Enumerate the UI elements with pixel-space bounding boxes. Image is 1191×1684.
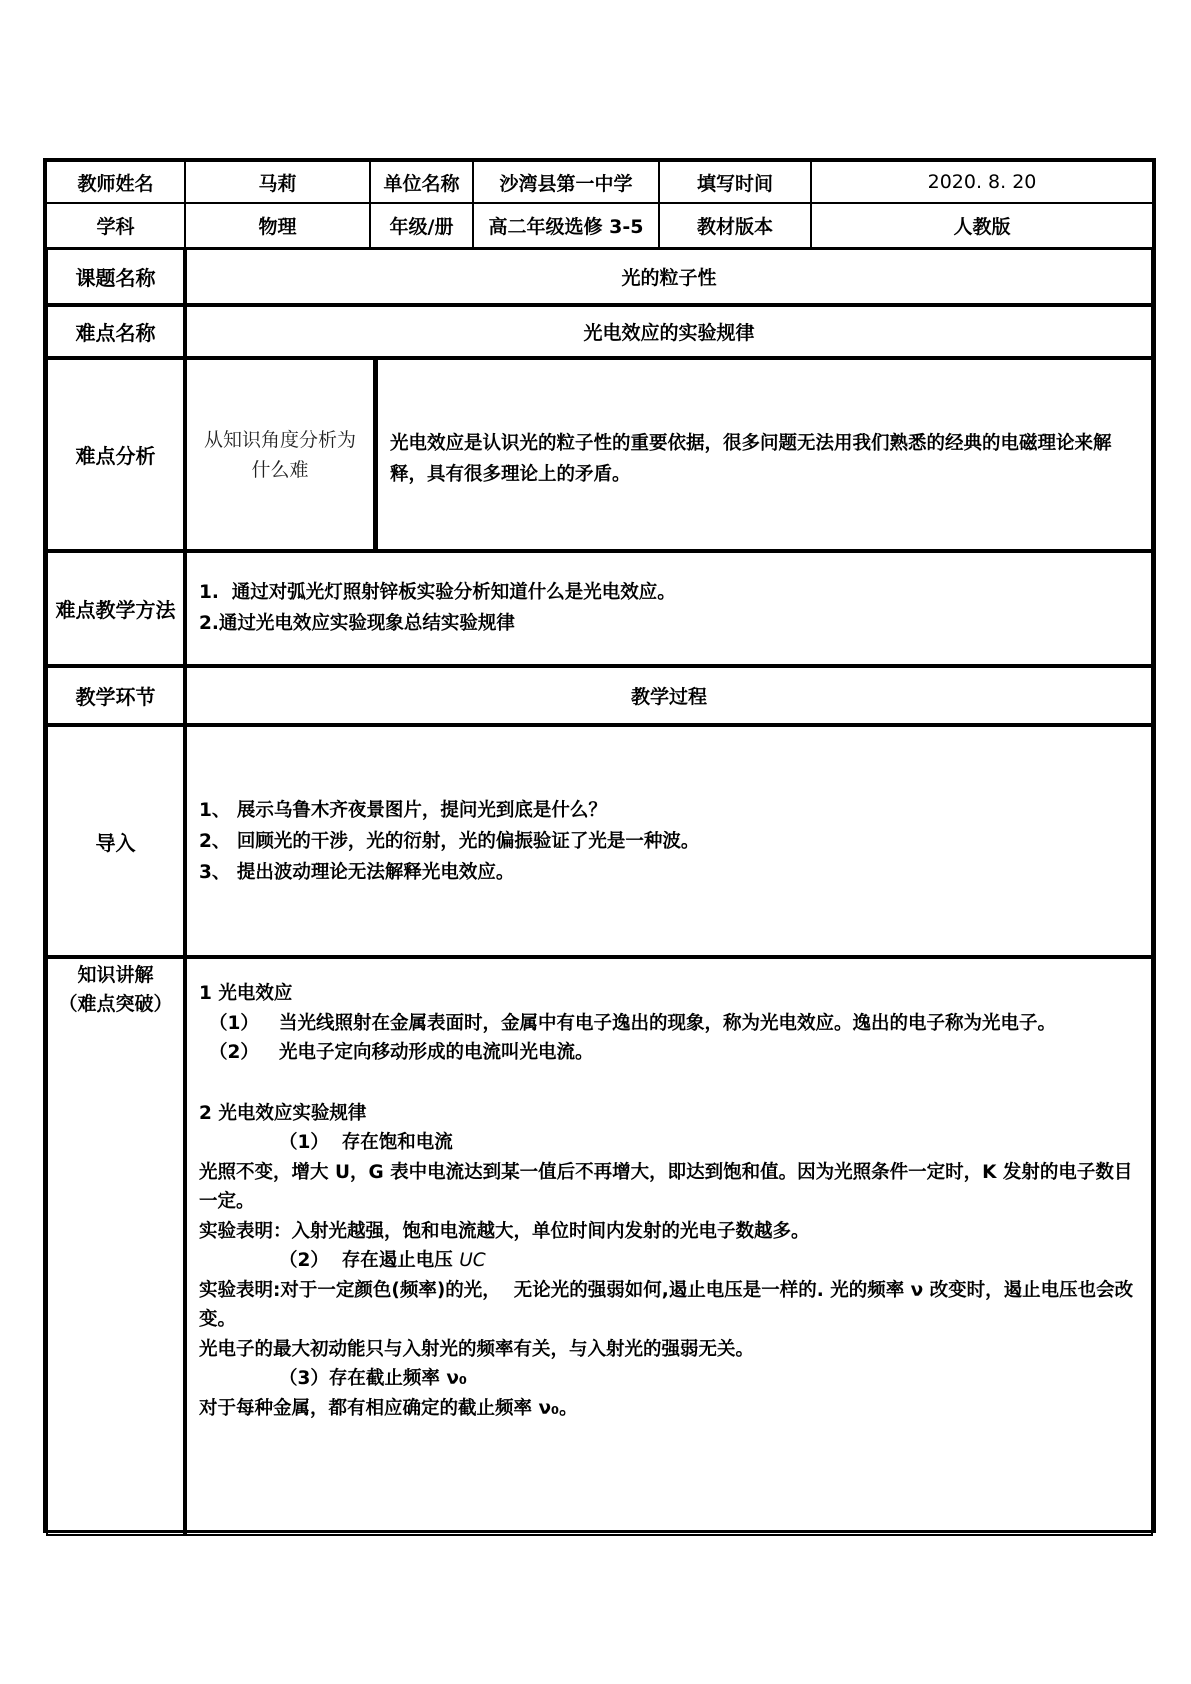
method-content-cell [185,551,1153,666]
section-2-subheading-2-text: （2） 存在遏止电压 [279,1250,460,1271]
topic-value: 光的粒子性 [185,248,1153,305]
fill-date-value: 2020. 8. 20 [811,161,1153,203]
difficulty-label: 难点名称 [46,305,185,358]
spacer [199,1068,1139,1099]
section-1-item-1-number: （1） [209,1012,259,1034]
analysis-label: 难点分析 [46,358,185,551]
edition-value: 人教版 [811,203,1153,248]
unit-name-value: 沙湾县第一中学 [473,161,659,203]
process-header-label: 教学过程 [185,666,1153,725]
section-2-subheading-2 [199,1246,1139,1276]
grade-value: 高二年级选修 3-5 [473,203,659,248]
stopping-voltage-symbol: UC [459,1250,486,1271]
section-2-paragraph-5: 对于每种金属，都有相应确定的截止频率 ν₀。 [199,1397,578,1419]
teacher-name-value: 马莉 [185,161,370,203]
topic-label: 课题名称 [46,248,185,305]
lesson-plan-page [43,158,1156,1533]
subject-label: 学科 [46,203,185,248]
section-2-paragraph-3: 实验表明:对于一定颜色(频率)的光， 无论光的强弱如何,遏止电压是一样的. 光的频率 ν 改变时，遏止电压也会改变。 [199,1279,1134,1330]
stage-header-label: 教学环节 [46,666,185,725]
section-1-item-1-text: 当光线照射在金属表面时，金属中有电子逸出的现象，称为光电效应。逸出的电子称为光电子。 [279,1012,1057,1034]
section-1-item-2-text: 光电子定向移动形成的电流叫光电流。 [279,1042,594,1063]
teacher-name-label: 教师姓名 [46,161,185,203]
section-2-paragraph-4: 光电子的最大初动能只与入射光的频率有关，与入射光的强弱无关。 [199,1338,755,1360]
section-2-paragraph-1: 光照不变，增大 U，G 表中电流达到某一值后不再增大，即达到饱和值。因为光照条件一定时，K 发射的电子数目一定。 [199,1161,1133,1212]
section-2-title: 2 光电效应实验规律 [199,1102,367,1124]
knowledge-label [46,957,185,1536]
fill-date-label: 填写时间 [659,161,811,203]
section-1-title: 1 光电效应 [199,983,293,1004]
knowledge-label-line1: 知识讲解 [77,964,154,986]
difficulty-value: 光电效应的实验规律 [185,305,1153,358]
method-item: 1. 通过对弧光灯照射锌板实验分析知道什么是光电效应。 [199,582,676,603]
intro-item: 2、 回顾光的干涉，光的衍射，光的偏振验证了光是一种波。 [199,831,700,852]
method-list [187,553,1151,639]
section-1-item-1 [199,1009,1139,1039]
lesson-plan-table [43,158,1156,1533]
knowledge-label-line2: （难点突破） [58,993,173,1015]
analysis-content-cell [375,358,1153,551]
analysis-content: 光电效应是认识光的粒子性的重要依据，很多问题无法用我们熟悉的经典的电磁理论来解释，具有很多理论上的矛盾。 [390,433,1112,485]
section-2-paragraph-2: 实验表明：入射光越强，饱和电流越大，单位时间内发射的光电子数越多。 [199,1220,810,1242]
analysis-sublabel [185,358,375,551]
analysis-sublabel-text: 从知识角度分析为什么难 [203,428,356,481]
edition-label: 教材版本 [659,203,811,248]
intro-item: 3、 提出波动理论无法解释光电效应。 [199,862,515,883]
section-1-item-2 [199,1038,1139,1068]
subject-value: 物理 [185,203,370,248]
method-item: 2.通过光电效应实验现象总结实验规律 [199,613,515,634]
method-label: 难点教学方法 [46,551,185,666]
intro-item: 1、 展示乌鲁木齐夜景图片，提问光到底是什么？ [199,800,607,821]
intro-label: 导入 [46,725,185,957]
grade-label: 年级/册 [370,203,473,248]
intro-list [187,727,1151,888]
knowledge-content [187,959,1151,1423]
section-2-subheading-3: （3）存在截止频率 ν₀ [279,1368,468,1389]
section-1-item-2-number: （2） [209,1042,259,1063]
section-2-subheading-1: （1） 存在饱和电流 [279,1132,453,1153]
unit-name-label: 单位名称 [370,161,473,203]
knowledge-content-cell [185,957,1153,1536]
intro-content-cell [185,725,1153,957]
